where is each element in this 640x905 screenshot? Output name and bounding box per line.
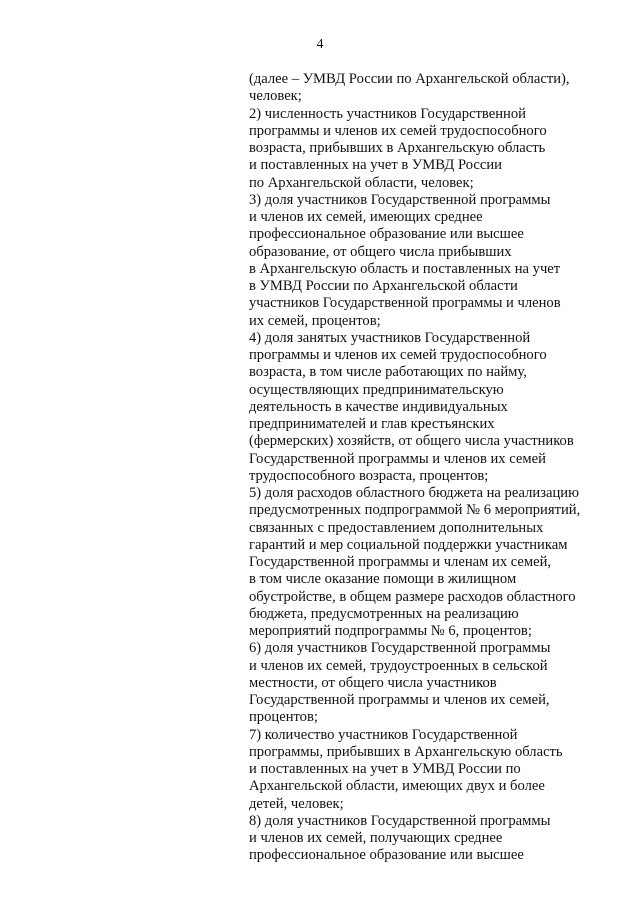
text-line: по Архангельской области, человек; [249,174,474,191]
text-line: 8) доля участников Государственной программы [249,812,551,829]
text-line: в Архангельскую область и поставленных на учет [249,260,561,277]
text-line: бюджета, предусмотренных на реализацию [249,605,519,622]
text-line: 2) численность участников Государственной [249,105,526,122]
text-line: профессиональное образование или высшее [249,847,524,864]
text-line: в УМВД России по Архангельской области [249,278,518,294]
text-line: 7) количество участников Государственной [249,726,518,743]
text-line: 4) доля занятых участников Государственной [249,329,531,346]
text-line: обустройстве, в общем размере расходов областного [249,588,576,605]
text-line: и поставленных на учет в УМВД России по [249,761,521,777]
text-line: трудоспособного возраста, процентов; [249,467,489,484]
text-line: мероприятий подпрограммы № 6, процентов; [249,623,532,639]
text-line: профессиональное образование или высшее [249,226,524,243]
text-line: (далее – УМВД России по Архангельской области), [249,71,570,87]
text-line: и членов их семей, трудоустроенных в сельской [249,657,548,674]
text-line: Государственной программы и членов их семей, [249,692,550,708]
text-line: местности, от общего числа участников [249,674,497,691]
text-line: и поставленных на учет в УМВД России [249,157,502,174]
text-line: их семей, процентов; [249,312,381,329]
text-line: деятельность в качестве индивидуальных [249,398,508,415]
text-line: человек; [249,88,302,105]
text-line: образование, от общего числа прибывших [249,243,512,260]
text-line: программы и членов их семей трудоспособного [249,122,547,139]
text-line: 5) доля расходов областного бюджета на реализацию [249,485,579,501]
page-number: 4 [316,37,324,52]
text-line: детей, человек; [249,795,344,812]
text-line: Государственной программы и членов их семей [249,450,546,467]
text-line: возраста, прибывших в Архангельскую область [249,140,546,156]
text-line: 3) доля участников Государственной программы [249,191,551,208]
text-line: осуществляющих предпринимательскую [249,381,504,398]
text-line: программы и членов их семей трудоспособного [249,347,547,363]
text-line: 6) доля участников Государственной программы [249,640,551,657]
text-line: участников Государственной программы и членов [249,295,561,312]
text-line: в том числе оказание помощи в жилищном [249,571,517,588]
text-line: процентов; [249,709,318,726]
text-line: Государственной программы и членам их семей, [249,554,552,570]
text-line: программы, прибывших в Архангельскую область [249,743,563,760]
body-text [249,71,629,865]
text-line: предпринимателей и глав крестьянских [249,416,495,432]
text-line: гарантий и мер социальной поддержки участникам [249,536,568,553]
text-line: и членов их семей, получающих среднее [249,830,503,846]
text-line: и членов их семей, имеющих среднее [249,209,483,225]
text-line: связанных с предоставлением дополнительных [249,519,544,536]
text-line: Архангельской области, имеющих двух и более [249,778,545,795]
text-line: предусмотренных подпрограммой № 6 мероприятий, [249,502,581,519]
text-line: (фермерских) хозяйств, от общего числа участников [249,433,574,450]
text-line: возраста, в том числе работающих по найму, [249,364,527,381]
